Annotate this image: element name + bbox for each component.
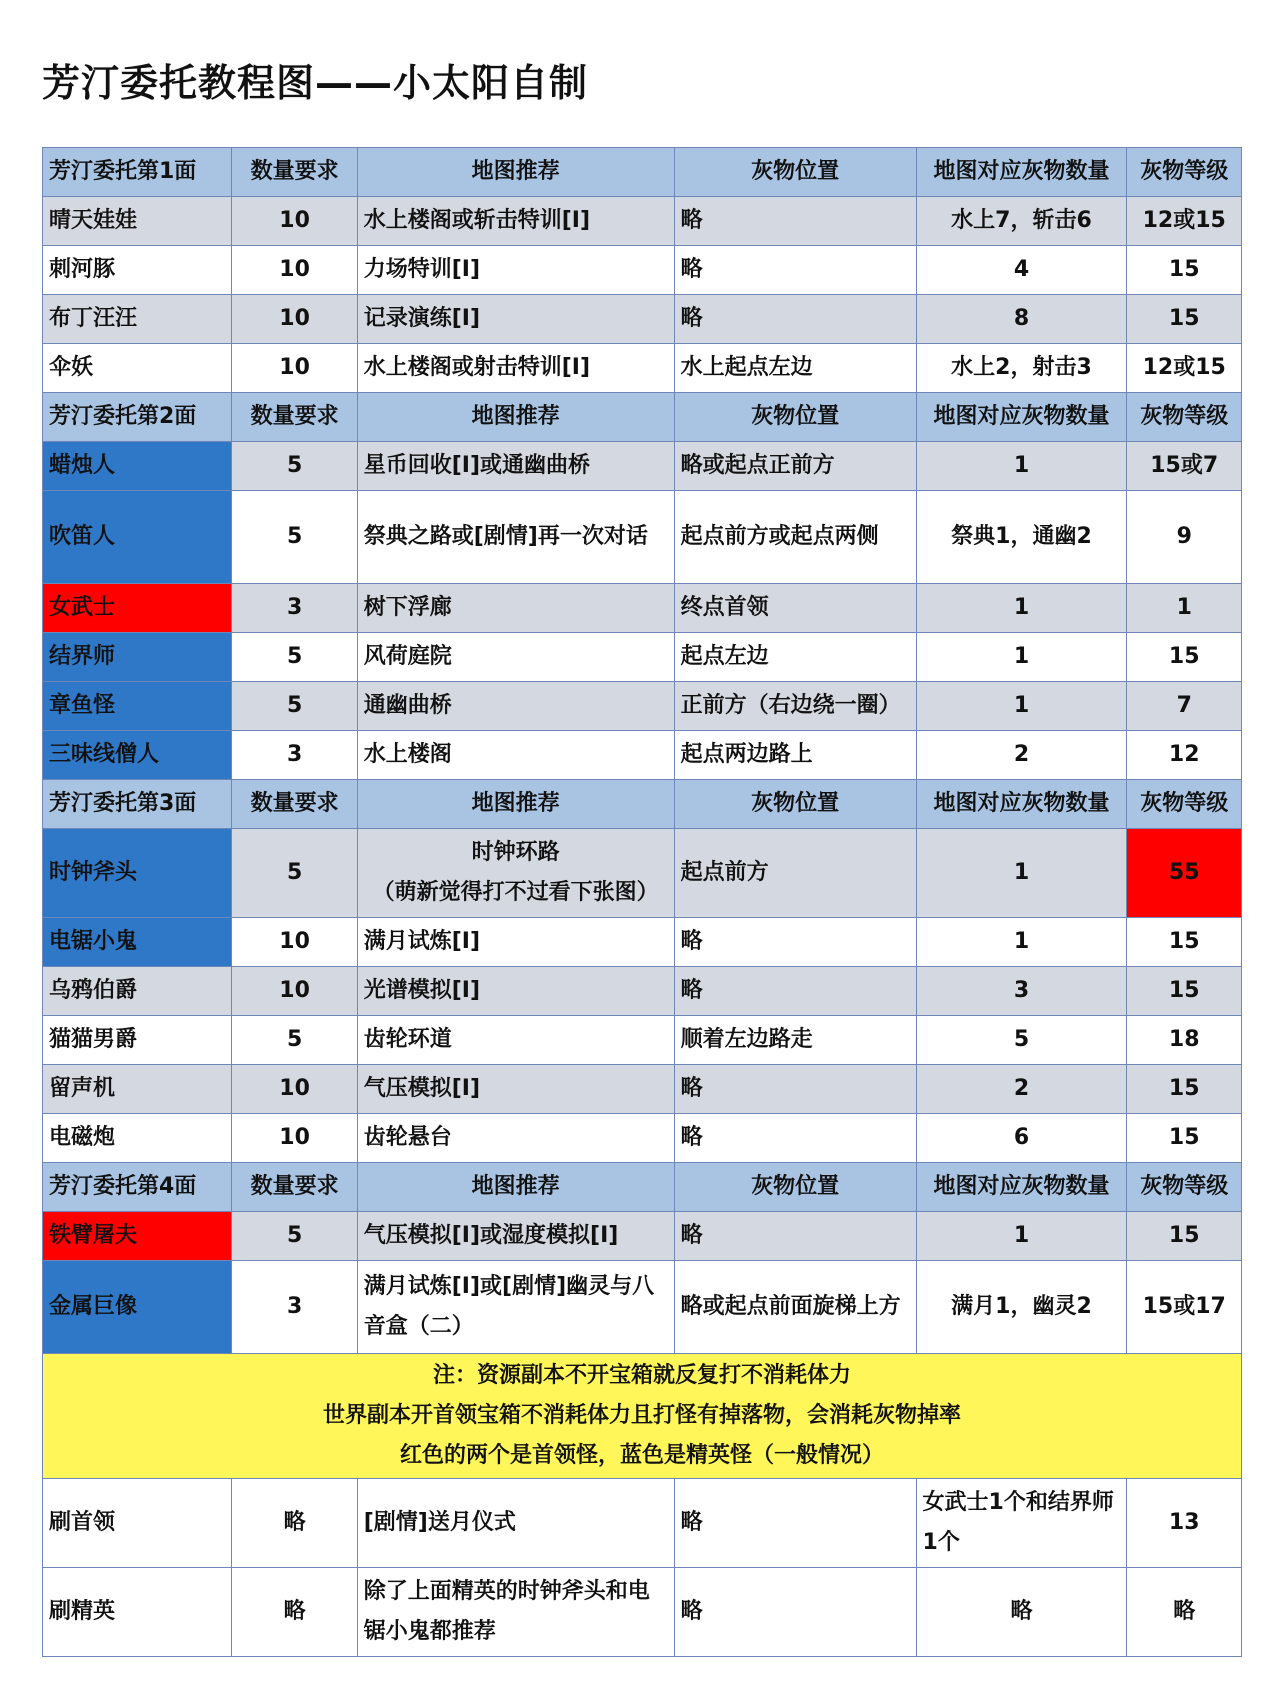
map-cell: [剧情]送月仪式 bbox=[357, 1479, 674, 1568]
monster-name-boss: 铁臂屠夫 bbox=[43, 1212, 232, 1261]
level-cell-highlight: 55 bbox=[1127, 829, 1242, 918]
count-cell: 满月1，幽灵2 bbox=[916, 1261, 1127, 1354]
qty-cell: 5 bbox=[232, 682, 357, 731]
count-cell: 1 bbox=[916, 1212, 1127, 1261]
map-cell bbox=[357, 829, 674, 918]
map-cell: 水上楼阁或斩击特训[Ⅰ] bbox=[357, 197, 674, 246]
qty-cell: 10 bbox=[232, 295, 357, 344]
map-cell: 风荷庭院 bbox=[357, 633, 674, 682]
header-level: 灰物等级 bbox=[1127, 780, 1242, 829]
section-header bbox=[43, 780, 1242, 829]
count-cell: 2 bbox=[916, 1065, 1127, 1114]
header-level: 灰物等级 bbox=[1127, 393, 1242, 442]
header-pos: 灰物位置 bbox=[674, 148, 916, 197]
monster-name-elite: 吹笛人 bbox=[43, 491, 232, 584]
qty-cell: 10 bbox=[232, 967, 357, 1016]
monster-name: 留声机 bbox=[43, 1065, 232, 1114]
table-row bbox=[43, 491, 1242, 584]
map-line-note: （萌新觉得打不过看下张图） bbox=[372, 880, 659, 905]
pos-cell: 略 bbox=[674, 1114, 916, 1163]
pos-cell: 略或起点前面旋梯上方 bbox=[674, 1261, 916, 1354]
pos-cell: 略或起点正前方 bbox=[674, 442, 916, 491]
monster-name-elite: 章鱼怪 bbox=[43, 682, 232, 731]
page-title: 芳汀委托教程图——小太阳自制 bbox=[42, 61, 589, 105]
qty-cell: 5 bbox=[232, 633, 357, 682]
monster-name-elite: 结界师 bbox=[43, 633, 232, 682]
header-qty: 数量要求 bbox=[232, 148, 357, 197]
section-label: 芳汀委托第4面 bbox=[43, 1163, 232, 1212]
table-row bbox=[43, 1065, 1242, 1114]
level-cell: 略 bbox=[1127, 1568, 1242, 1657]
qty-cell: 5 bbox=[232, 1212, 357, 1261]
table-row bbox=[43, 682, 1242, 731]
map-cell: 齿轮悬台 bbox=[357, 1114, 674, 1163]
count-cell: 略 bbox=[916, 1568, 1127, 1657]
count-cell: 1 bbox=[916, 442, 1127, 491]
header-qty: 数量要求 bbox=[232, 1163, 357, 1212]
level-cell: 1 bbox=[1127, 584, 1242, 633]
level-cell: 15 bbox=[1127, 1065, 1242, 1114]
header-map: 地图推荐 bbox=[357, 393, 674, 442]
table-row bbox=[43, 246, 1242, 295]
count-cell: 1 bbox=[916, 633, 1127, 682]
note-line: 红色的两个是首领怪，蓝色是精英怪（一般情况） bbox=[399, 1443, 884, 1468]
monster-name: 晴天娃娃 bbox=[43, 197, 232, 246]
level-cell: 9 bbox=[1127, 491, 1242, 584]
level-cell: 15 bbox=[1127, 633, 1242, 682]
level-cell: 15 bbox=[1127, 295, 1242, 344]
pos-cell: 起点左边 bbox=[674, 633, 916, 682]
level-cell: 15 bbox=[1127, 967, 1242, 1016]
monster-name-elite: 蜡烛人 bbox=[43, 442, 232, 491]
table-row bbox=[43, 1568, 1242, 1657]
pos-cell: 起点前方或起点两侧 bbox=[674, 491, 916, 584]
monster-name: 刺河豚 bbox=[43, 246, 232, 295]
pos-cell: 略 bbox=[674, 1568, 916, 1657]
qty-cell: 3 bbox=[232, 731, 357, 780]
table-row bbox=[43, 442, 1242, 491]
header-count: 地图对应灰物数量 bbox=[916, 780, 1127, 829]
map-cell: 满月试炼[Ⅰ]或[剧情]幽灵与八音盒（二） bbox=[357, 1261, 674, 1354]
monster-name-elite: 金属巨像 bbox=[43, 1261, 232, 1354]
table-row bbox=[43, 1261, 1242, 1354]
table-row bbox=[43, 344, 1242, 393]
qty-cell: 10 bbox=[232, 918, 357, 967]
table-row bbox=[43, 584, 1242, 633]
header-pos: 灰物位置 bbox=[674, 393, 916, 442]
count-cell: 祭典1，通幽2 bbox=[916, 491, 1127, 584]
qty-cell: 5 bbox=[232, 442, 357, 491]
qty-cell: 5 bbox=[232, 1016, 357, 1065]
monster-name-boss: 女武士 bbox=[43, 584, 232, 633]
table-row bbox=[43, 1479, 1242, 1568]
pos-cell: 略 bbox=[674, 1065, 916, 1114]
map-cell: 水上楼阁或射击特训[Ⅰ] bbox=[357, 344, 674, 393]
table-row bbox=[43, 829, 1242, 918]
section-label: 芳汀委托第2面 bbox=[43, 393, 232, 442]
count-cell: 女武士1个和结界师1个 bbox=[916, 1479, 1127, 1568]
note-line: 世界副本开首领宝箱不消耗体力且打怪有掉落物，会消耗灰物掉率 bbox=[322, 1403, 961, 1428]
count-cell: 8 bbox=[916, 295, 1127, 344]
level-cell: 12或15 bbox=[1127, 197, 1242, 246]
map-cell: 气压模拟[Ⅰ]或湿度模拟[Ⅰ] bbox=[357, 1212, 674, 1261]
header-pos: 灰物位置 bbox=[674, 780, 916, 829]
level-cell: 13 bbox=[1127, 1479, 1242, 1568]
pos-cell: 起点前方 bbox=[674, 829, 916, 918]
count-cell: 3 bbox=[916, 967, 1127, 1016]
pos-cell: 终点首领 bbox=[674, 584, 916, 633]
count-cell: 5 bbox=[916, 1016, 1127, 1065]
pos-cell: 略 bbox=[674, 918, 916, 967]
table-row bbox=[43, 1016, 1242, 1065]
header-qty: 数量要求 bbox=[232, 780, 357, 829]
table-row bbox=[43, 295, 1242, 344]
header-qty: 数量要求 bbox=[232, 393, 357, 442]
map-line: 时钟环路 bbox=[471, 840, 560, 865]
map-cell: 星币回收[Ⅰ]或通幽曲桥 bbox=[357, 442, 674, 491]
qty-cell: 3 bbox=[232, 1261, 357, 1354]
farm-name: 刷精英 bbox=[43, 1568, 232, 1657]
header-map: 地图推荐 bbox=[357, 1163, 674, 1212]
monster-name: 电磁炮 bbox=[43, 1114, 232, 1163]
level-cell: 12 bbox=[1127, 731, 1242, 780]
qty-cell: 10 bbox=[232, 1114, 357, 1163]
map-cell: 气压模拟[Ⅰ] bbox=[357, 1065, 674, 1114]
note-box bbox=[43, 1354, 1242, 1479]
qty-cell: 10 bbox=[232, 344, 357, 393]
section-label: 芳汀委托第3面 bbox=[43, 780, 232, 829]
qty-cell: 略 bbox=[232, 1479, 357, 1568]
map-cell: 通幽曲桥 bbox=[357, 682, 674, 731]
monster-name: 猫猫男爵 bbox=[43, 1016, 232, 1065]
header-count: 地图对应灰物数量 bbox=[916, 1163, 1127, 1212]
section-label: 芳汀委托第1面 bbox=[43, 148, 232, 197]
header-map: 地图推荐 bbox=[357, 148, 674, 197]
monster-name: 布丁汪汪 bbox=[43, 295, 232, 344]
map-cell: 树下浮廊 bbox=[357, 584, 674, 633]
pos-cell: 略 bbox=[674, 197, 916, 246]
count-cell: 1 bbox=[916, 682, 1127, 731]
count-cell: 1 bbox=[916, 829, 1127, 918]
table-row bbox=[43, 197, 1242, 246]
note-row bbox=[43, 1354, 1242, 1479]
monster-name-elite: 三味线僧人 bbox=[43, 731, 232, 780]
farm-name: 刷首领 bbox=[43, 1479, 232, 1568]
map-cell: 光谱模拟[Ⅰ] bbox=[357, 967, 674, 1016]
qty-cell: 3 bbox=[232, 584, 357, 633]
header-pos: 灰物位置 bbox=[674, 1163, 916, 1212]
header-map: 地图推荐 bbox=[357, 780, 674, 829]
map-cell: 齿轮环道 bbox=[357, 1016, 674, 1065]
qty-cell: 10 bbox=[232, 246, 357, 295]
count-cell: 1 bbox=[916, 584, 1127, 633]
pos-cell: 略 bbox=[674, 295, 916, 344]
level-cell: 15 bbox=[1127, 246, 1242, 295]
pos-cell: 正前方（右边绕一圈） bbox=[674, 682, 916, 731]
pos-cell: 顺着左边路走 bbox=[674, 1016, 916, 1065]
table-row bbox=[43, 1114, 1242, 1163]
map-cell: 记录演练[Ⅰ] bbox=[357, 295, 674, 344]
pos-cell: 略 bbox=[674, 246, 916, 295]
section-header bbox=[43, 393, 1242, 442]
commission-table bbox=[42, 147, 1242, 1657]
qty-cell: 5 bbox=[232, 829, 357, 918]
count-cell: 1 bbox=[916, 918, 1127, 967]
level-cell: 15 bbox=[1127, 918, 1242, 967]
monster-name: 伞妖 bbox=[43, 344, 232, 393]
table-row bbox=[43, 731, 1242, 780]
map-cell: 祭典之路或[剧情]再一次对话 bbox=[357, 491, 674, 584]
pos-cell: 略 bbox=[674, 1479, 916, 1568]
qty-cell: 5 bbox=[232, 491, 357, 584]
header-level: 灰物等级 bbox=[1127, 148, 1242, 197]
map-cell: 除了上面精英的时钟斧头和电锯小鬼都推荐 bbox=[357, 1568, 674, 1657]
level-cell: 15或17 bbox=[1127, 1261, 1242, 1354]
table-row bbox=[43, 967, 1242, 1016]
qty-cell: 略 bbox=[232, 1568, 357, 1657]
monster-name-elite: 时钟斧头 bbox=[43, 829, 232, 918]
qty-cell: 10 bbox=[232, 197, 357, 246]
monster-name-elite: 电锯小鬼 bbox=[43, 918, 232, 967]
level-cell: 15 bbox=[1127, 1212, 1242, 1261]
count-cell: 2 bbox=[916, 731, 1127, 780]
note-line: 注：资源副本不开宝箱就反复打不消耗体力 bbox=[432, 1363, 851, 1388]
level-cell: 12或15 bbox=[1127, 344, 1242, 393]
map-cell: 力场特训[Ⅰ] bbox=[357, 246, 674, 295]
table-row bbox=[43, 918, 1242, 967]
count-cell: 6 bbox=[916, 1114, 1127, 1163]
header-level: 灰物等级 bbox=[1127, 1163, 1242, 1212]
pos-cell: 略 bbox=[674, 1212, 916, 1261]
pos-cell: 水上起点左边 bbox=[674, 344, 916, 393]
qty-cell: 10 bbox=[232, 1065, 357, 1114]
section-header bbox=[43, 148, 1242, 197]
count-cell: 水上7，斩击6 bbox=[916, 197, 1127, 246]
pos-cell: 起点两边路上 bbox=[674, 731, 916, 780]
map-cell: 水上楼阁 bbox=[357, 731, 674, 780]
level-cell: 15 bbox=[1127, 1114, 1242, 1163]
count-cell: 水上2，射击3 bbox=[916, 344, 1127, 393]
map-cell: 满月试炼[Ⅰ] bbox=[357, 918, 674, 967]
table-row bbox=[43, 633, 1242, 682]
count-cell: 4 bbox=[916, 246, 1127, 295]
table-row bbox=[43, 1212, 1242, 1261]
level-cell: 15或7 bbox=[1127, 442, 1242, 491]
header-count: 地图对应灰物数量 bbox=[916, 148, 1127, 197]
header-count: 地图对应灰物数量 bbox=[916, 393, 1127, 442]
level-cell: 18 bbox=[1127, 1016, 1242, 1065]
pos-cell: 略 bbox=[674, 967, 916, 1016]
monster-name: 乌鸦伯爵 bbox=[43, 967, 232, 1016]
level-cell: 7 bbox=[1127, 682, 1242, 731]
section-header bbox=[43, 1163, 1242, 1212]
